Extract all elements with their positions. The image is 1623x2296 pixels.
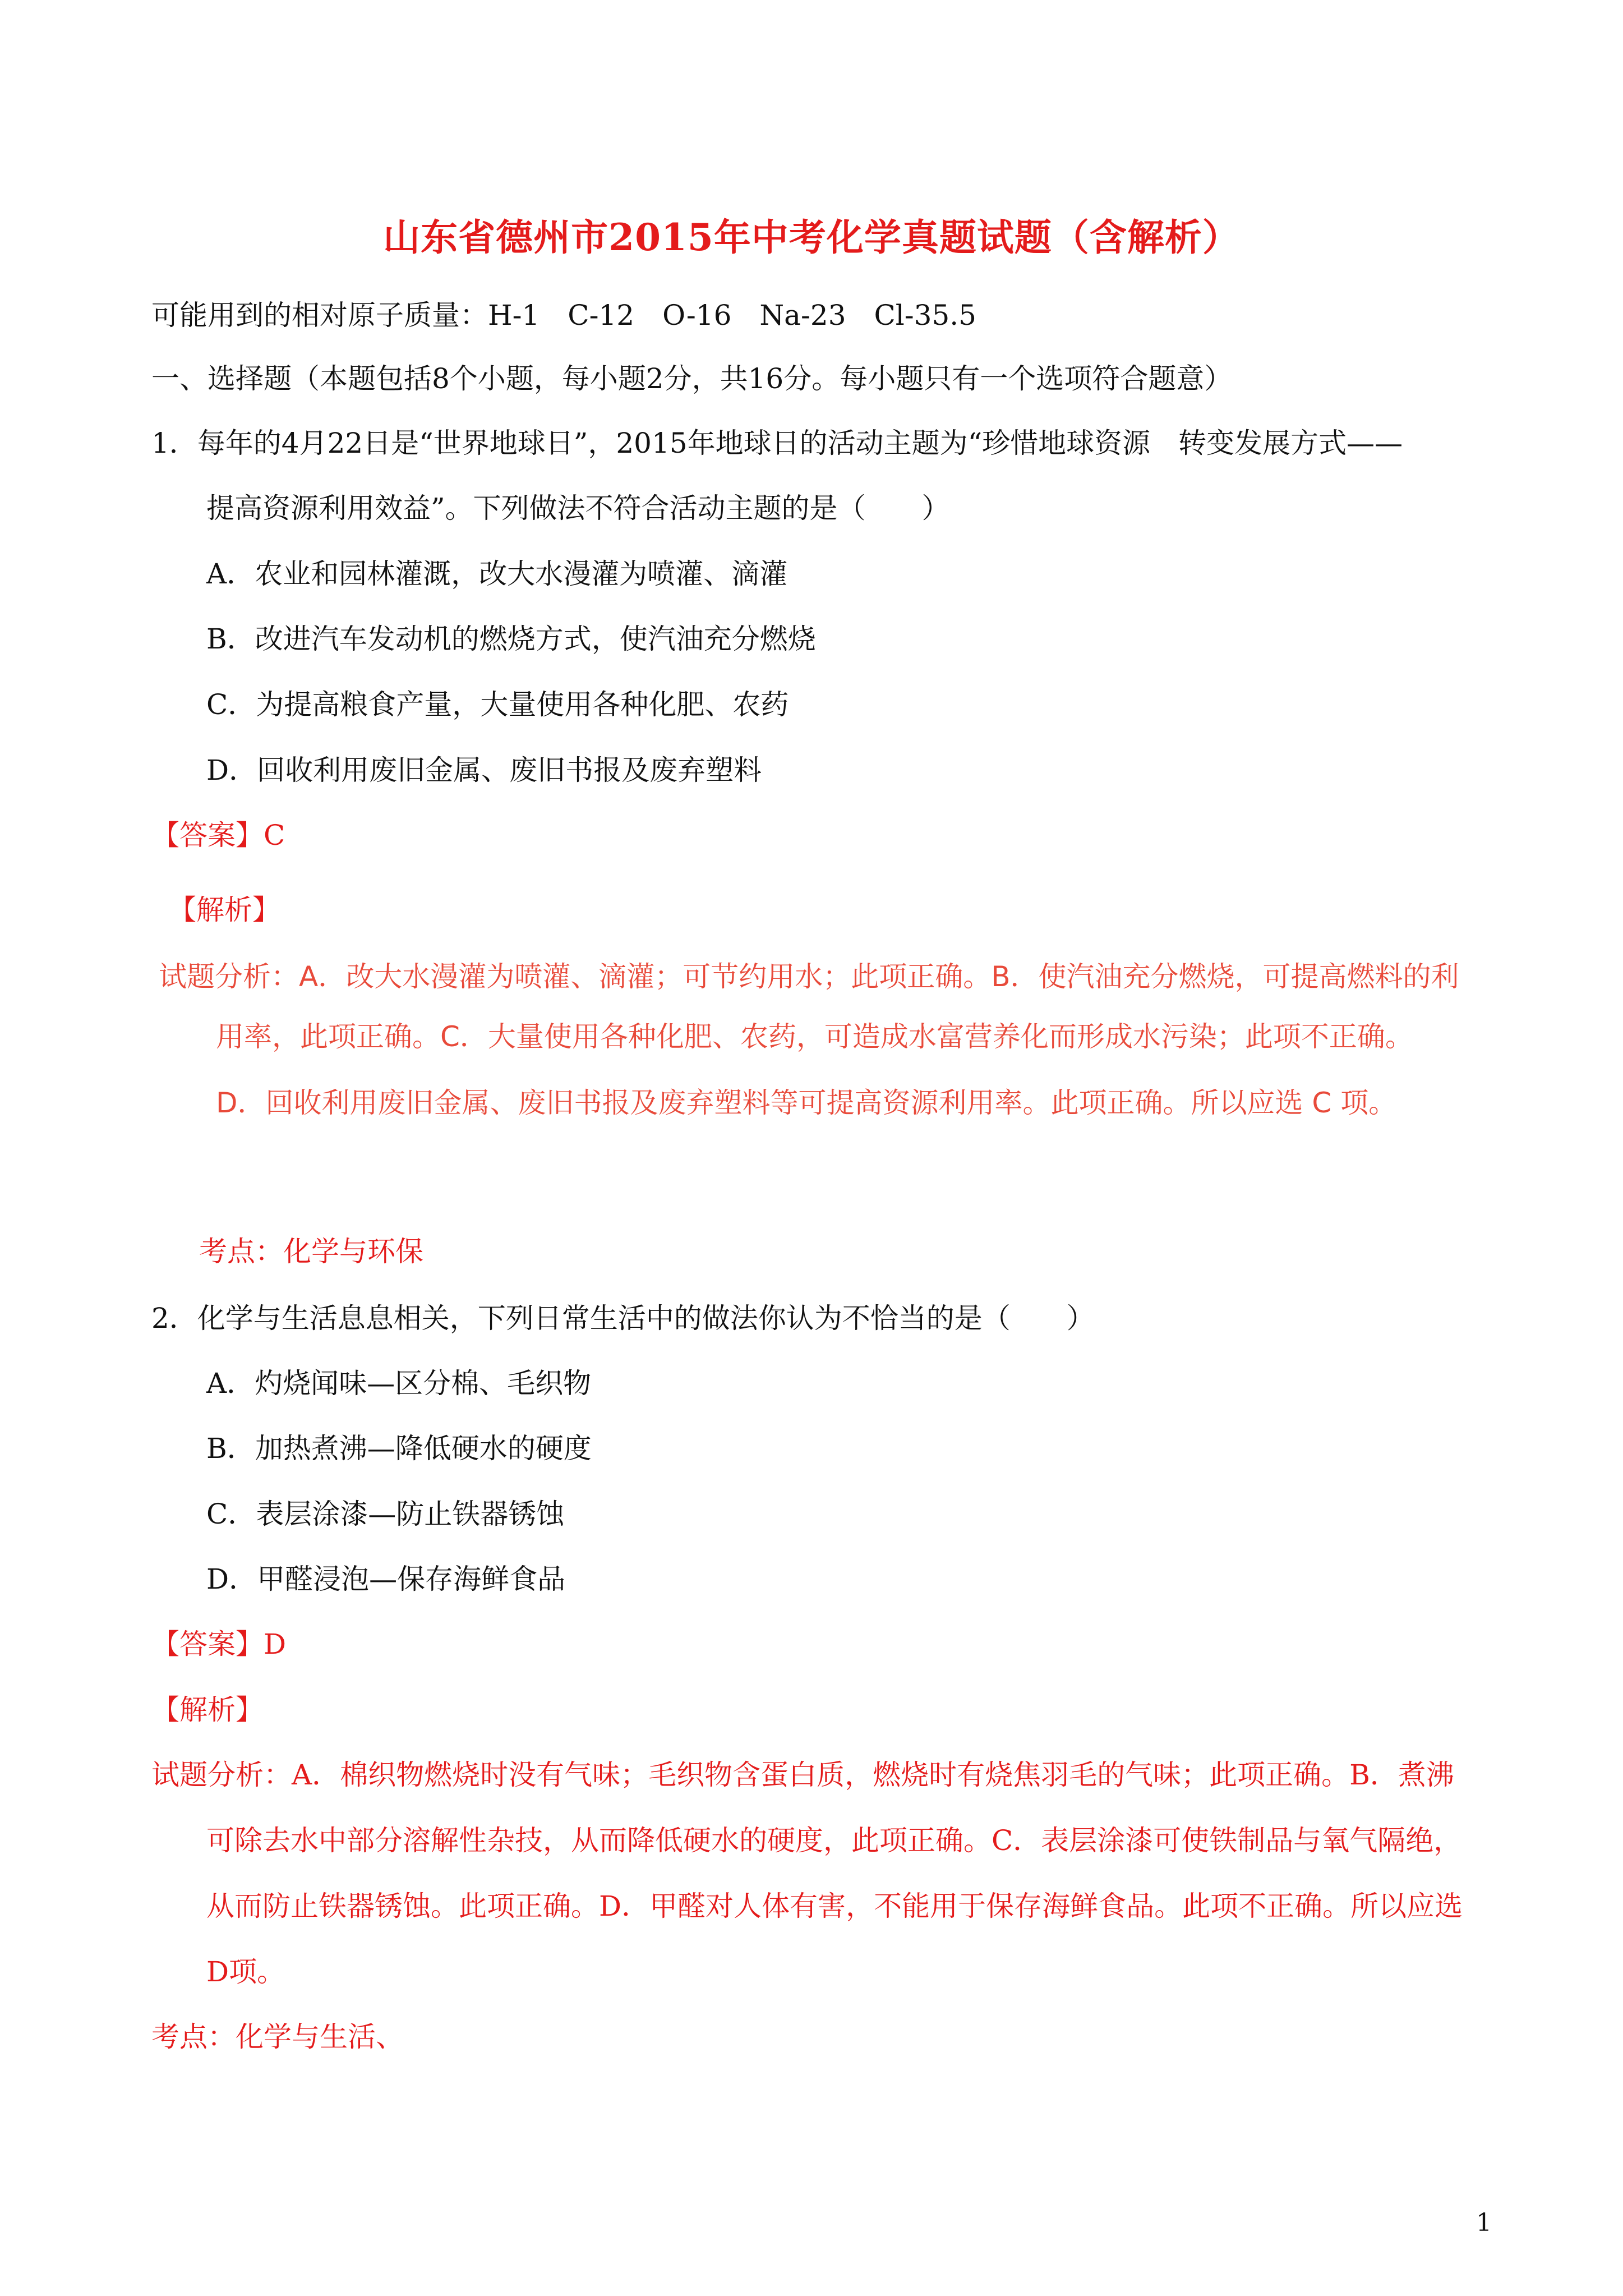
question-2-option-d: D．甲醛浸泡—保存海鲜食品 xyxy=(206,1563,566,1595)
question-2-option-b: B．加热煮沸—降低硬水的硬度 xyxy=(206,1432,592,1465)
page-number: 1 xyxy=(1476,2208,1492,2237)
question-1-stem-line-1: 1．每年的4月22日是“世界地球日”，2015年地球日的活动主题为“珍惜地球资源 转变发展方式—— xyxy=(151,427,1403,459)
question-1-answer: 【答案】C xyxy=(151,819,285,852)
question-1-analysis-line-3: D．回收利用废旧金属、废旧书报及废弃塑料等可提高资源利用率。此项正确。所以应选 C 项。 xyxy=(216,1087,1397,1119)
question-1-option-d: D．回收利用废旧金属、废旧书报及废弃塑料 xyxy=(206,754,762,786)
question-2-analysis-label: 【解析】 xyxy=(151,1694,264,1726)
question-2-option-a: A．灼烧闻味—区分棉、毛织物 xyxy=(206,1367,592,1400)
question-1-analysis-label: 【解析】 xyxy=(168,894,280,926)
question-1-option-a: A．农业和园林灌溉，改大水漫灌为喷灌、滴灌 xyxy=(206,558,788,590)
question-1-option-c: C．为提高粮食产量，大量使用各种化肥、农药 xyxy=(206,688,789,721)
question-1-analysis-line-2: 用率，此项正确。C．大量使用各种化肥、农药，可造成水富营养化而形成水污染；此项不正确。 xyxy=(216,1020,1413,1053)
question-2-analysis-line-3: 从而防止铁器锈蚀。此项正确。D．甲醛对人体有害，不能用于保存海鲜食品。此项不正确。所以应选 xyxy=(206,1890,1463,1922)
section-heading: 一、选择题（本题包括8个小题，每小题2分，共16分。每小题只有一个选项符合题意） xyxy=(151,362,1233,395)
question-1-option-b: B．改进汽车发动机的燃烧方式，使汽油充分燃烧 xyxy=(206,623,816,655)
question-1-analysis-line-1: 试题分析：A．改大水漫灌为喷灌、滴灌；可节约用水；此项正确。B．使汽油充分燃烧，可提高燃料的利 xyxy=(159,960,1459,993)
question-2-analysis-line-1: 试题分析：A．棉织物燃烧时没有气味；毛织物含蛋白质，燃烧时有烧焦羽毛的气味；此项正确。B．煮沸 xyxy=(151,1759,1454,1791)
question-2-analysis-line-4: D项。 xyxy=(206,1955,285,1988)
question-1-stem-line-2: 提高资源利用效益”。下列做法不符合活动主题的是（ ） xyxy=(206,492,950,524)
question-2-topic: 考点：化学与生活、 xyxy=(151,2021,404,2053)
page-title: 山东省德州市2015年中考化学真题试题（含解析） xyxy=(383,215,1240,259)
question-1-topic: 考点：化学与环保 xyxy=(199,1235,423,1268)
question-2-analysis-line-2: 可除去水中部分溶解性杂技，从而降低硬水的硬度，此项正确。C．表层涂漆可使铁制品与氧气隔绝， xyxy=(206,1824,1462,1857)
question-2-option-c: C．表层涂漆—防止铁器锈蚀 xyxy=(206,1498,565,1530)
question-2-stem-line-1: 2．化学与生活息息相关，下列日常生活中的做法你认为不恰当的是（ ） xyxy=(151,1302,1095,1335)
question-2-answer: 【答案】D xyxy=(151,1628,287,1660)
atomic-masses-line: 可能用到的相对原子质量：H-1 C-12 O-16 Na-23 Cl-35.5 xyxy=(151,299,976,332)
